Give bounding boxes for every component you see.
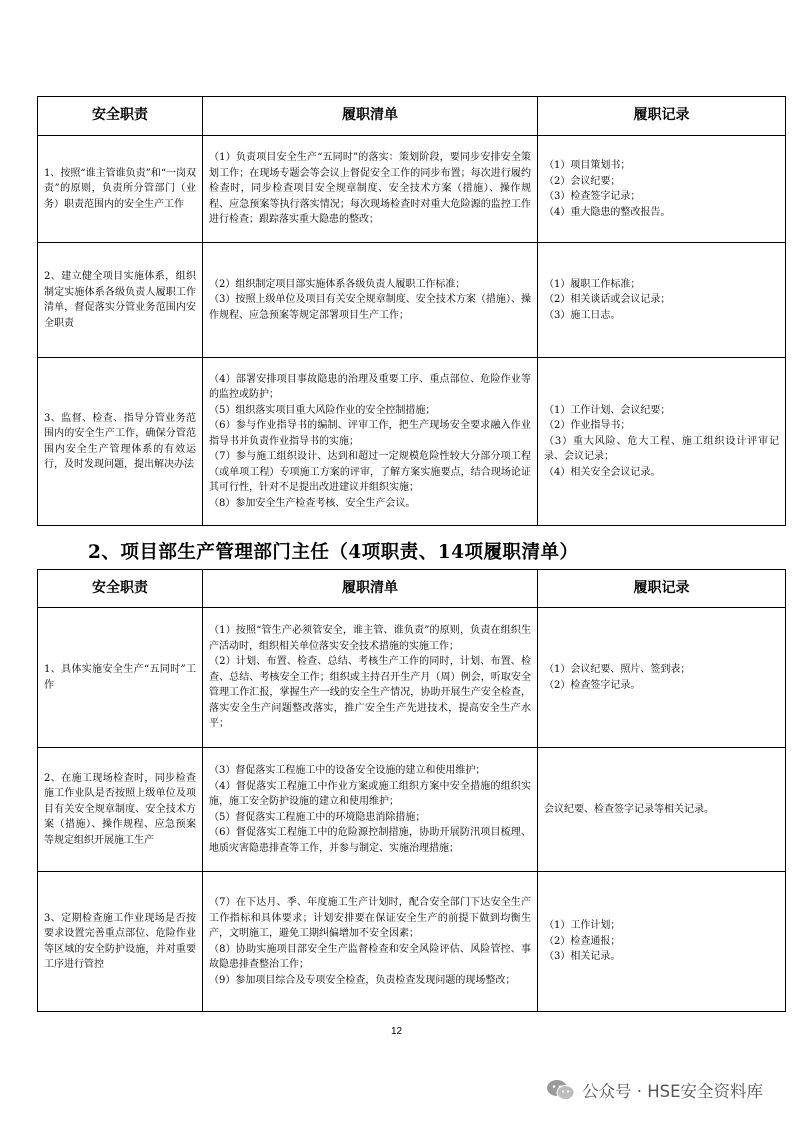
table-header-row: [38, 97, 786, 136]
table-row: [38, 358, 786, 526]
records-cell: （1）工作计划、会议纪要； （2）作业指导书； （3）重大风险、危大工程、施工组织设计评审记录、会议记录； （4）相关安全会议记录。: [538, 358, 786, 526]
table-header-row: [38, 570, 786, 608]
list-cell: （2）组织制定项目部实施体系各级负责人履职工作标准； （3）按照上级单位及项目有关安全规章制度、安全技术方案（措施）、操作规程、应急预案等规定部署项目生产工作；: [203, 243, 538, 358]
duty-cell: 1、按照“谁主管谁负责”和“一岗双责”的原则，负责所分管部门（业务）职责范围内的安全生产工作: [38, 136, 203, 243]
table-row: [38, 608, 786, 748]
header-duty: 安全职责: [38, 570, 203, 608]
table-row: [38, 748, 786, 872]
list-cell: （7）在下达月、季、年度施工生产计划时，配合安全部门下达安全生产工作指标和具体要求；计划安排要在保证安全生产的前提下做到均衡生产，文明施工，避免工期纠偏增加不安全因素； （8）协助实施项目部安全生产监督检查和安全风险评估、风险管控、事故隐患排查整治工作； （9）参加项目综合及专项安全检查，负责检查发现问题的现场整改；: [203, 872, 538, 1012]
records-cell: （1）履职工作标准； （2）相关谈话或会议记录； （3）施工日志。: [538, 243, 786, 358]
page-number: 12: [390, 1026, 403, 1037]
header-list: 履职清单: [203, 97, 538, 136]
header-list: 履职清单: [203, 570, 538, 608]
list-cell: （3）督促落实工程施工中的设备安全设施的建立和使用维护； （4）督促落实工程施工中作业方案或施工组织方案中安全措施的组织实施，施工安全防护设施的建立和使用维护； （5）督促落实工程施工中的环境隐患消除措施； （6）督促落实工程施工中的危险源控制措施，协助开展防汛项目梳理、地质灾害隐患排查等工作，并参与制定、实施治理措施；: [203, 748, 538, 872]
records-cell: （1）会议纪要、照片、签到表； （2）检查签字记录。: [538, 608, 786, 748]
header-records: 履职记录: [538, 97, 786, 136]
duty-cell: 1、具体实施安全生产“五同时”工作: [38, 608, 203, 748]
duty-table-1: [37, 96, 786, 526]
duty-cell: 3、监督、检查、指导分管业务范围内的安全生产工作，确保分管范围内安全生产管理体系的有效运行，及时发现问题，提出解决办法: [38, 358, 203, 526]
section-title: 2、项目部生产管理部门主任（4项职责、14项履职清单）: [88, 542, 579, 563]
duty-cell: 2、在施工现场检查时，同步检查施工作业队是否按照上级单位及项目有关安全规章制度、安全技术方案（措施）、操作规程、应急预案等规定组织开展施工生产: [38, 748, 203, 872]
watermark-label: 公众号 · HSE安全资料库: [581, 1082, 763, 1101]
records-cell: （1）项目策划书； （2）会议纪要； （3）检查签字记录； （4）重大隐患的整改报告。: [538, 136, 786, 243]
records-cell: 会议纪要、检查签字记录等相关记录。: [538, 748, 786, 872]
duty-table-2: [37, 569, 786, 1012]
list-cell: （1）负责项目安全生产“五同时”的落实：策划阶段，要同步安排安全策划工作；在现场专题会等会议上督促安全工作的同步布置；每次进行履约检查时，同步检查项目安全规章制度、安全技术方案（措施）、操作规程、应急预案等执行落实情况；每次现场检查时对重大危险源的监控工作进行检查；跟踪落实重大隐患的整改；: [203, 136, 538, 243]
duty-cell: 3、定期检查施工作业现场是否按要求设置完善重点部位、危险作业等区域的安全防护设施，并对重要工序进行管控: [38, 872, 203, 1012]
header-records: 履职记录: [538, 570, 786, 608]
wechat-icon: [546, 1078, 576, 1102]
watermark: [546, 1078, 763, 1102]
table-row: [38, 243, 786, 358]
list-cell: （1）按照“管生产必须管安全，谁主管、谁负责”的原则，负责在组织生产活动时，组织相关单位落实安全技术措施的实施工作； （2）计划、布置、检查、总结、考核生产工作的同时，计划、布置、检查、总结、考核安全工作；组织或主持召开生产月（周）例会，听取安全管理工作汇报，掌握生产一线的安全生产情况，协助开展生产安全检查，落实安全生产问题整改落实，推广安全生产先进技术，提高安全生产水平；: [203, 608, 538, 748]
table-row: [38, 136, 786, 243]
table-row: [38, 872, 786, 1012]
header-duty: 安全职责: [38, 97, 203, 136]
records-cell: （1）工作计划； （2）检查通报； （3）相关记录。: [538, 872, 786, 1012]
duty-cell: 2、建立健全项目实施体系，组织制定实施体系各级负责人履职工作清单，督促落实分管业务范围内安全职责: [38, 243, 203, 358]
list-cell: （4）部署安排项目事故隐患的治理及重要工序、重点部位、危险作业等的监控或防护； （5）组织落实项目重大风险作业的安全控制措施； （6）参与作业指导书的编制、评审工作，把生产现场安全要求融入作业指导书并负责作业指导书的实施； （7）参与施工组织设计、达到和超过一定规模危险性较大分部分项工程（或单项工程）专项施工方案的评审，了解方案实施要点，结合现场论证其可行性，针对不足提出改进建议并组织实施； （8）参加安全生产检查考核、安全生产会议。: [203, 358, 538, 526]
